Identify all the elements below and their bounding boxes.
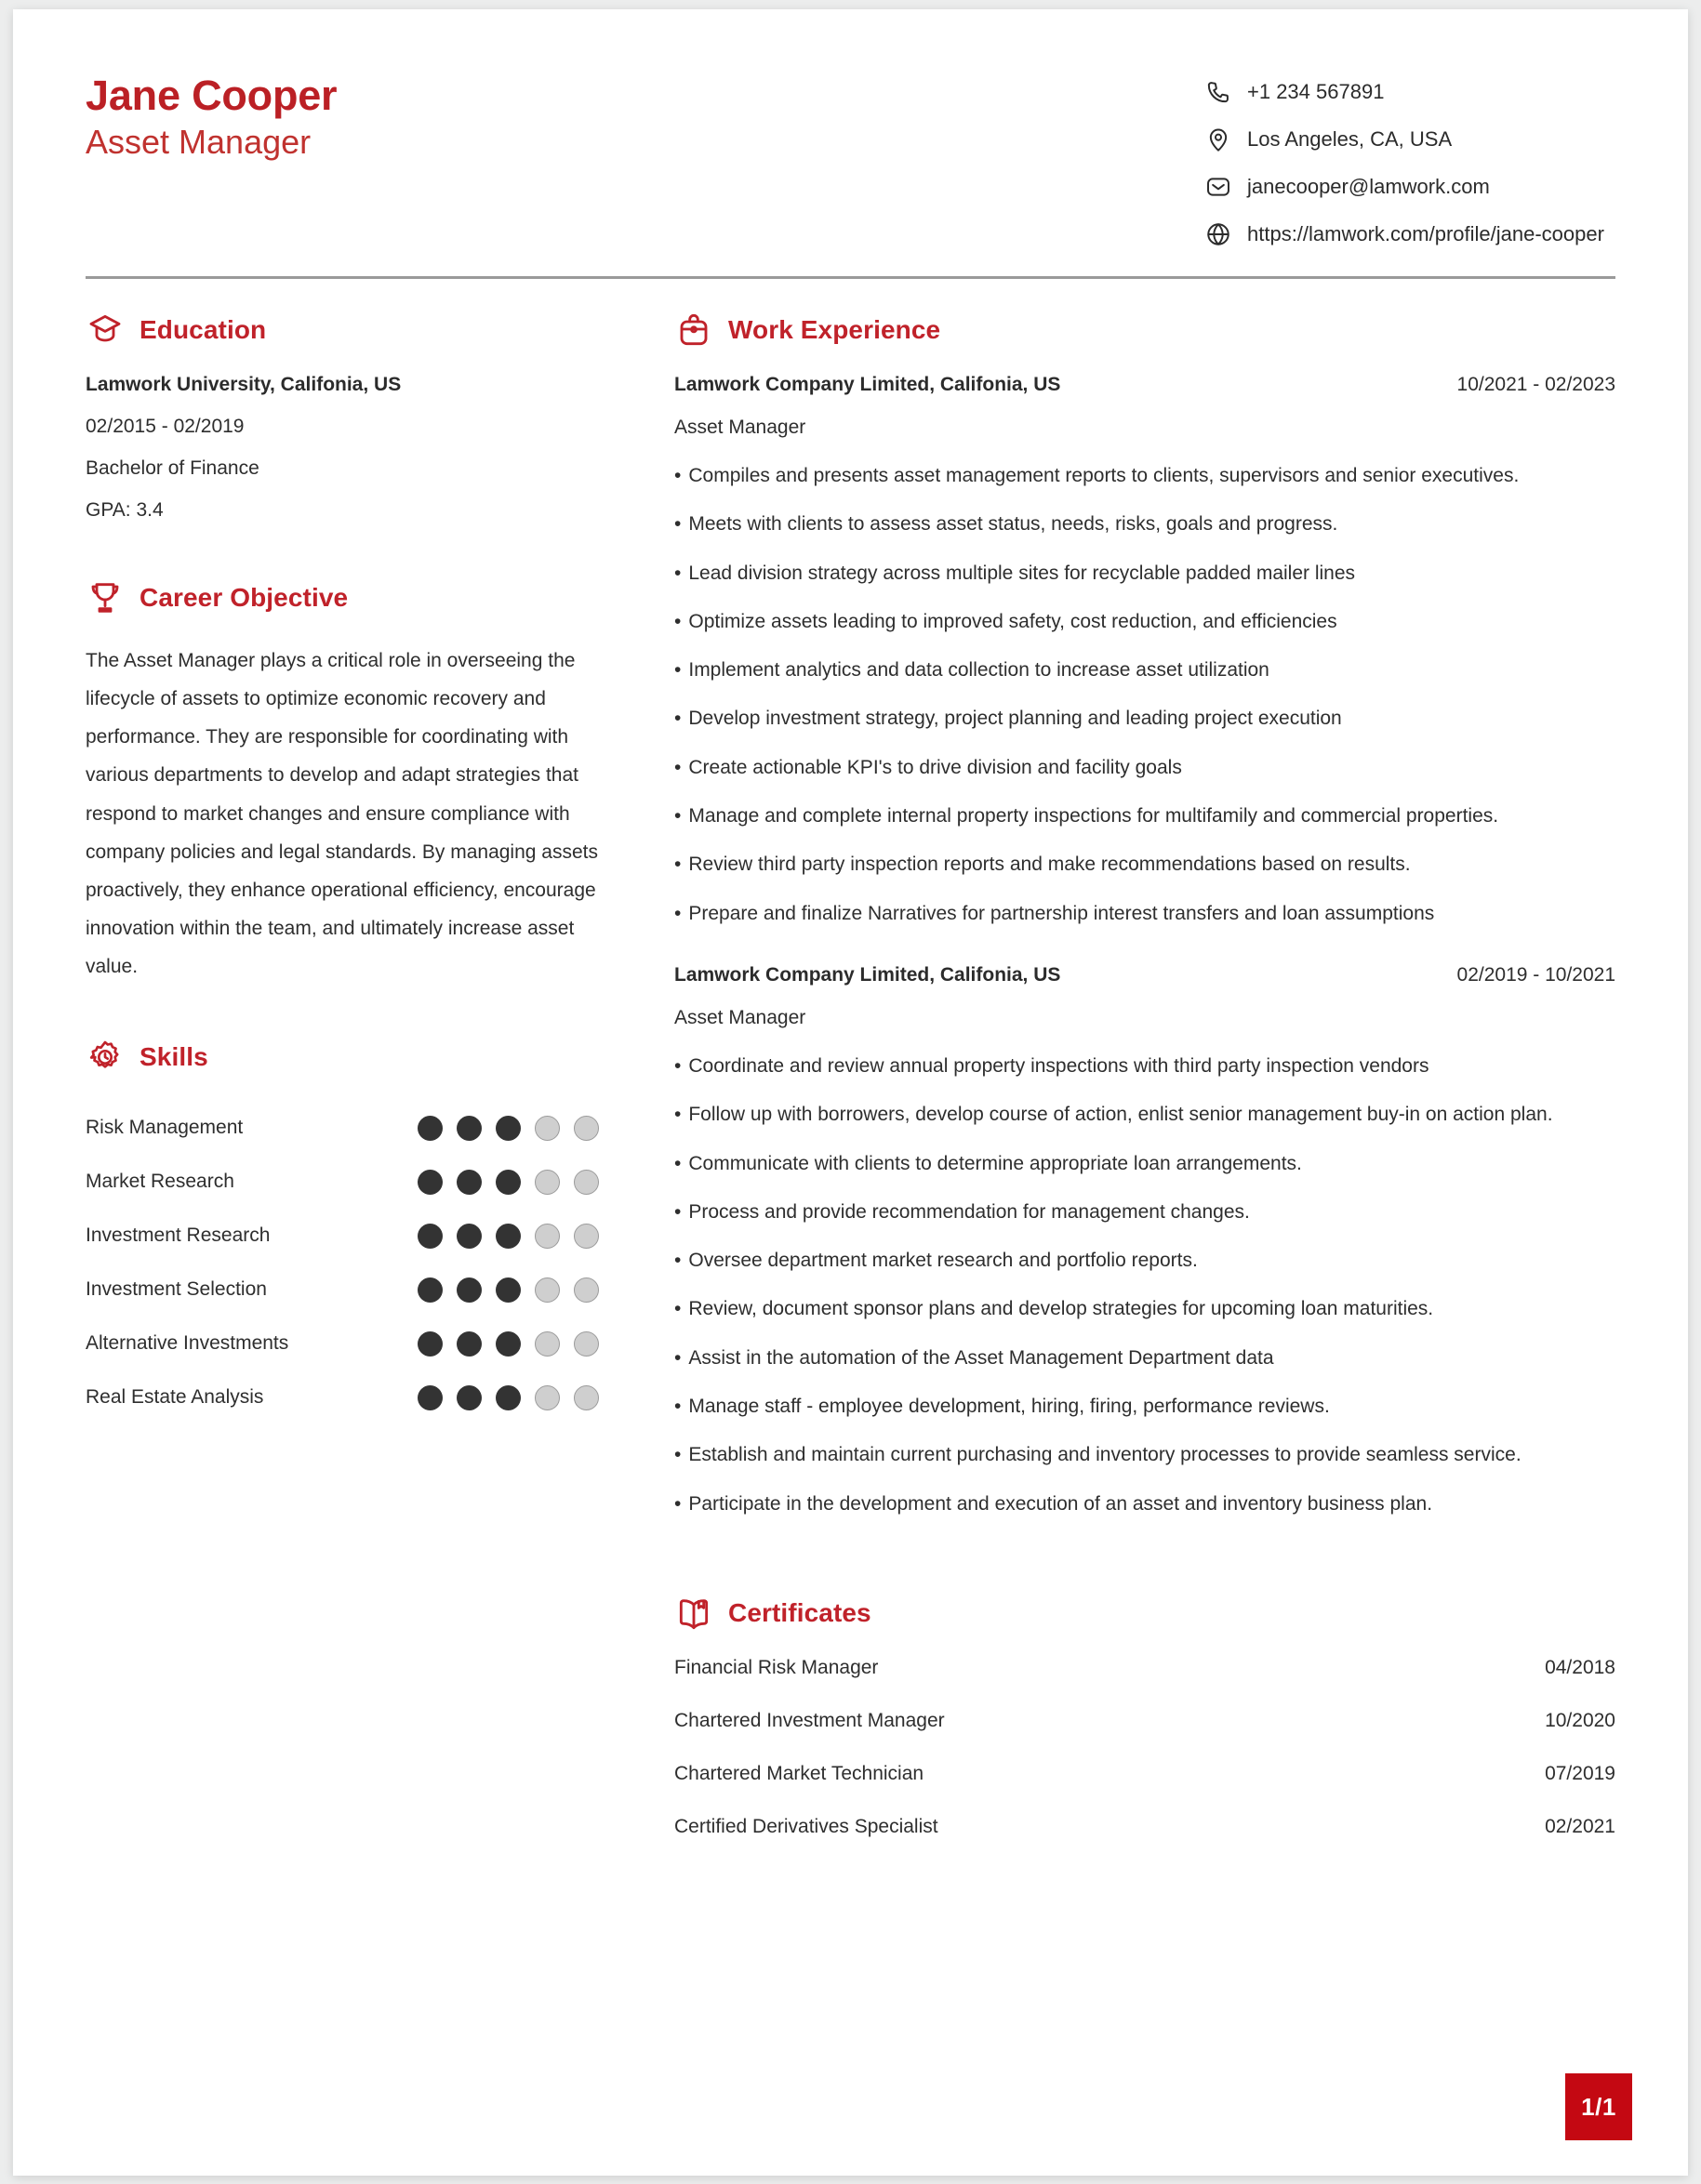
- identity-block: [86, 63, 337, 163]
- header-divider: [86, 276, 1615, 279]
- job-bullet: [674, 1102, 1615, 1127]
- globe-icon: [1204, 220, 1232, 248]
- skill-row: [86, 1101, 606, 1155]
- rating-dot-filled: [496, 1277, 521, 1303]
- bullet-dot-icon: •: [674, 1250, 682, 1272]
- bullet-dot-icon: •: [674, 708, 682, 730]
- rating-dot-empty: [574, 1224, 599, 1249]
- rating-dot-empty: [574, 1277, 599, 1303]
- bullet-text: Oversee department market research and portfolio reports.: [688, 1250, 1198, 1272]
- skill-rating: [418, 1116, 606, 1141]
- bullet-text: Manage staff - employee development, hiring, firing, performance reviews.: [688, 1396, 1330, 1418]
- job-header: [674, 374, 1615, 396]
- bullet-dot-icon: •: [674, 562, 682, 584]
- certificate-row: [674, 1710, 1615, 1732]
- bullet-text: Prepare and finalize Narratives for partnership interest transfers and loan assumptions: [688, 902, 1435, 924]
- trophy-icon: [86, 578, 125, 617]
- rating-dot-filled: [457, 1170, 482, 1195]
- bullet-text: Communicate with clients to determine appropriate loan arrangements.: [688, 1152, 1302, 1174]
- job-dates: 02/2019 - 10/2021: [1456, 963, 1615, 986]
- education-degree: Bachelor of Finance: [86, 457, 259, 479]
- jobs-list: [674, 374, 1615, 1516]
- job-entry: [674, 374, 1615, 926]
- job-bullet: [674, 1442, 1615, 1467]
- certificate-date: 02/2021: [1545, 1815, 1615, 1837]
- education-organization: Lamwork University, Califonia, US: [86, 374, 402, 395]
- skill-rating: [418, 1277, 606, 1303]
- bullet-text: Optimize assets leading to improved safety, cost reduction, and efficiencies: [688, 610, 1337, 632]
- skills-list: [86, 1101, 606, 1424]
- bullet-dot-icon: •: [674, 1104, 682, 1126]
- certificate-date: 07/2019: [1545, 1762, 1615, 1784]
- right-column: [634, 311, 1615, 1869]
- skill-name: Risk Management: [86, 1117, 244, 1139]
- spacer: [674, 949, 1615, 964]
- bullet-dot-icon: •: [674, 1346, 682, 1369]
- gear-clock-icon: [86, 1038, 125, 1077]
- rating-dot-empty: [535, 1331, 560, 1357]
- rating-dot-filled: [457, 1331, 482, 1357]
- work-experience-section: [674, 311, 1615, 1516]
- skill-row: [86, 1370, 606, 1424]
- objective-text: The Asset Manager plays a critical role in overseeing the lifecycle of assets to optimize economic recovery and performance. They are responsible for coordinating with various departments to develop and adapt strategies that respond to market changes and ensure compliance with company policies and legal standards. By managing assets proactively, they enhance operational efficiency, encourage innovation within the team, and ultimately increase asset value.: [86, 650, 598, 978]
- rating-dot-filled: [457, 1277, 482, 1303]
- page-number-badge: 1/1: [1565, 2073, 1632, 2140]
- bullet-dot-icon: •: [674, 854, 682, 876]
- job-bullet: [674, 706, 1615, 731]
- skill-name: Real Estate Analysis: [86, 1386, 264, 1409]
- skill-rating: [418, 1385, 606, 1410]
- bullet-text: Create actionable KPI's to drive division and facility goals: [688, 756, 1182, 778]
- job-dates: 10/2021 - 02/2023: [1456, 374, 1615, 395]
- bullet-dot-icon: •: [674, 1492, 682, 1515]
- job-bullet: [674, 609, 1615, 634]
- rating-dot-filled: [496, 1385, 521, 1410]
- resume-page: [13, 9, 1688, 2176]
- bullet-dot-icon: •: [674, 805, 682, 827]
- resume-header: [13, 9, 1688, 248]
- rating-dot-filled: [496, 1170, 521, 1195]
- job-bullet: [674, 1199, 1615, 1224]
- skill-name: Investment Selection: [86, 1278, 267, 1301]
- bullet-text: Review third party inspection reports and make recommendations based on results.: [688, 854, 1411, 876]
- contact-item-phone[interactable]: [1204, 78, 1614, 106]
- job-bullet: [674, 657, 1615, 682]
- job-bullet: [674, 1151, 1615, 1176]
- skill-rating: [418, 1170, 606, 1195]
- bullet-dot-icon: •: [674, 1054, 682, 1077]
- contact-item-email[interactable]: [1204, 173, 1614, 201]
- graduation-cap-icon: [86, 311, 125, 350]
- rating-dot-filled: [457, 1116, 482, 1141]
- rating-dot-empty: [535, 1116, 560, 1141]
- phone-icon: [1204, 78, 1232, 106]
- skills-section: [86, 1038, 606, 1424]
- bullet-dot-icon: •: [674, 1152, 682, 1174]
- bullet-text: Implement analytics and data collection to increase asset utilization: [688, 659, 1269, 682]
- certificates-title: Certificates: [728, 1597, 871, 1627]
- objective-section: [86, 578, 606, 986]
- rating-dot-empty: [574, 1385, 599, 1410]
- skill-row: [86, 1209, 606, 1263]
- bullet-text: Compiles and presents asset management reports to clients, supervisors and senior executives.: [688, 465, 1520, 486]
- rating-dot-filled: [418, 1170, 443, 1195]
- contact-value-website: https://lamwork.com/profile/jane-cooper: [1247, 221, 1604, 245]
- mail-icon: [1204, 173, 1232, 201]
- bullet-dot-icon: •: [674, 1444, 682, 1466]
- rating-dot-empty: [535, 1385, 560, 1410]
- certificates-heading: [674, 1594, 1615, 1633]
- contact-item-location[interactable]: [1204, 126, 1614, 153]
- rating-dot-filled: [496, 1116, 521, 1141]
- rating-dot-empty: [535, 1277, 560, 1303]
- rating-dot-filled: [418, 1116, 443, 1141]
- rating-dot-empty: [535, 1224, 560, 1249]
- skill-rating: [418, 1331, 606, 1357]
- education-title: Education: [140, 315, 267, 344]
- bullet-text: Assist in the automation of the Asset Management Department data: [688, 1346, 1274, 1369]
- job-bullet: [674, 1053, 1615, 1079]
- skill-name: Market Research: [86, 1171, 234, 1193]
- certificate-row: [674, 1816, 1615, 1838]
- rating-dot-filled: [496, 1224, 521, 1249]
- spacer: [674, 1540, 1615, 1594]
- bullet-text: Lead division strategy across multiple sites for recyclable padded mailer lines: [688, 562, 1356, 584]
- job-bullet: [674, 901, 1615, 926]
- work-experience-heading: [674, 311, 1615, 350]
- bullet-text: Establish and maintain current purchasing and inventory processes to provide seamless service.: [688, 1444, 1522, 1466]
- skill-name: Investment Research: [86, 1224, 271, 1247]
- bullet-dot-icon: •: [674, 1298, 682, 1320]
- certificate-name: Chartered Investment Manager: [674, 1709, 945, 1731]
- bullet-dot-icon: •: [674, 1200, 682, 1223]
- bullet-dot-icon: •: [674, 465, 682, 486]
- job-header: [674, 964, 1615, 986]
- rating-dot-filled: [418, 1224, 443, 1249]
- job-bullet: [674, 755, 1615, 780]
- education-gpa: GPA: 3.4: [86, 499, 164, 521]
- certificate-name: Certified Derivatives Specialist: [674, 1815, 938, 1837]
- job-bullet: [674, 561, 1615, 586]
- job-organization: Lamwork Company Limited, Califonia, US: [674, 374, 1061, 395]
- resume-body: [13, 311, 1688, 1869]
- candidate-name: Jane Cooper: [86, 72, 338, 119]
- objective-title: Career Objective: [140, 583, 349, 612]
- rating-dot-filled: [457, 1224, 482, 1249]
- bullet-text: Manage and complete internal property inspections for multifamily and commercial properties.: [688, 805, 1499, 827]
- contact-value-phone: +1 234 567891: [1247, 79, 1385, 103]
- certificate-row: [674, 1763, 1615, 1785]
- skills-title: Skills: [140, 1042, 208, 1072]
- job-organization: Lamwork Company Limited, Califonia, US: [674, 963, 1061, 986]
- job-entry: [674, 964, 1615, 1516]
- education-section: [86, 311, 606, 522]
- bullet-dot-icon: •: [674, 756, 682, 778]
- bullet-text: Participate in the development and execution of an asset and inventory business plan.: [688, 1492, 1433, 1515]
- job-bullet: [674, 1345, 1615, 1370]
- spacer: [86, 522, 606, 578]
- education-dates: 02/2015 - 02/2019: [86, 416, 245, 437]
- bullet-text: Coordinate and review annual property inspections with third party inspection vendors: [688, 1054, 1429, 1077]
- job-bullet: [674, 803, 1615, 828]
- skills-heading: [86, 1038, 606, 1077]
- contact-value-location: Los Angeles, CA, USA: [1247, 126, 1453, 151]
- candidate-role: Asset Manager: [86, 123, 312, 162]
- rating-dot-empty: [535, 1170, 560, 1195]
- bullet-text: Meets with clients to assess asset status, needs, risks, goals and progress.: [688, 513, 1338, 536]
- contact-value-email: janecooper@lamwork.com: [1247, 174, 1490, 198]
- education-heading: [86, 311, 606, 350]
- job-bullet: [674, 463, 1615, 488]
- skill-row: [86, 1317, 606, 1370]
- rating-dot-filled: [457, 1385, 482, 1410]
- rating-dot-empty: [574, 1116, 599, 1141]
- bullet-text: Process and provide recommendation for management changes.: [688, 1200, 1250, 1223]
- skill-name: Alternative Investments: [86, 1332, 289, 1355]
- certificates-list: [674, 1657, 1615, 1838]
- bullet-dot-icon: •: [674, 1396, 682, 1418]
- bullet-text: Follow up with borrowers, develop course of action, enlist senior management buy-in on action plan.: [688, 1104, 1553, 1126]
- bullet-dot-icon: •: [674, 610, 682, 632]
- job-bullet: [674, 511, 1615, 536]
- certificate-name: Financial Risk Manager: [674, 1656, 879, 1678]
- certificate-row: [674, 1657, 1615, 1679]
- objective-heading: [86, 578, 606, 617]
- contact-list: [1204, 63, 1615, 248]
- contact-item-website[interactable]: [1204, 220, 1614, 248]
- rating-dot-filled: [418, 1277, 443, 1303]
- rating-dot-filled: [418, 1331, 443, 1357]
- bullet-dot-icon: •: [674, 659, 682, 682]
- skill-row: [86, 1155, 606, 1209]
- job-position: Asset Manager: [674, 1006, 806, 1028]
- location-icon: [1204, 126, 1232, 153]
- job-bullet: [674, 1296, 1615, 1321]
- spacer: [86, 986, 606, 1038]
- job-bullet: [674, 1248, 1615, 1273]
- rating-dot-filled: [418, 1385, 443, 1410]
- job-bullet: [674, 1491, 1615, 1516]
- bullet-text: Review, document sponsor plans and develop strategies for upcoming loan maturities.: [688, 1298, 1434, 1320]
- certificate-name: Chartered Market Technician: [674, 1762, 924, 1784]
- rating-dot-filled: [496, 1331, 521, 1357]
- open-book-icon: [674, 1594, 713, 1633]
- certificate-date: 10/2020: [1545, 1709, 1615, 1731]
- skill-row: [86, 1263, 606, 1317]
- bullet-dot-icon: •: [674, 513, 682, 536]
- skill-rating: [418, 1224, 606, 1249]
- left-column: [86, 311, 634, 1424]
- bullet-dot-icon: •: [674, 902, 682, 924]
- job-bullet: [674, 1394, 1615, 1419]
- certificates-section: [674, 1594, 1615, 1838]
- job-bullet: [674, 852, 1615, 877]
- briefcase-icon: [674, 311, 713, 350]
- rating-dot-empty: [574, 1170, 599, 1195]
- certificate-date: 04/2018: [1545, 1656, 1615, 1678]
- job-position: Asset Manager: [674, 417, 806, 438]
- bullet-text: Develop investment strategy, project planning and leading project execution: [688, 708, 1342, 730]
- rating-dot-empty: [574, 1331, 599, 1357]
- work-experience-title: Work Experience: [728, 315, 941, 344]
